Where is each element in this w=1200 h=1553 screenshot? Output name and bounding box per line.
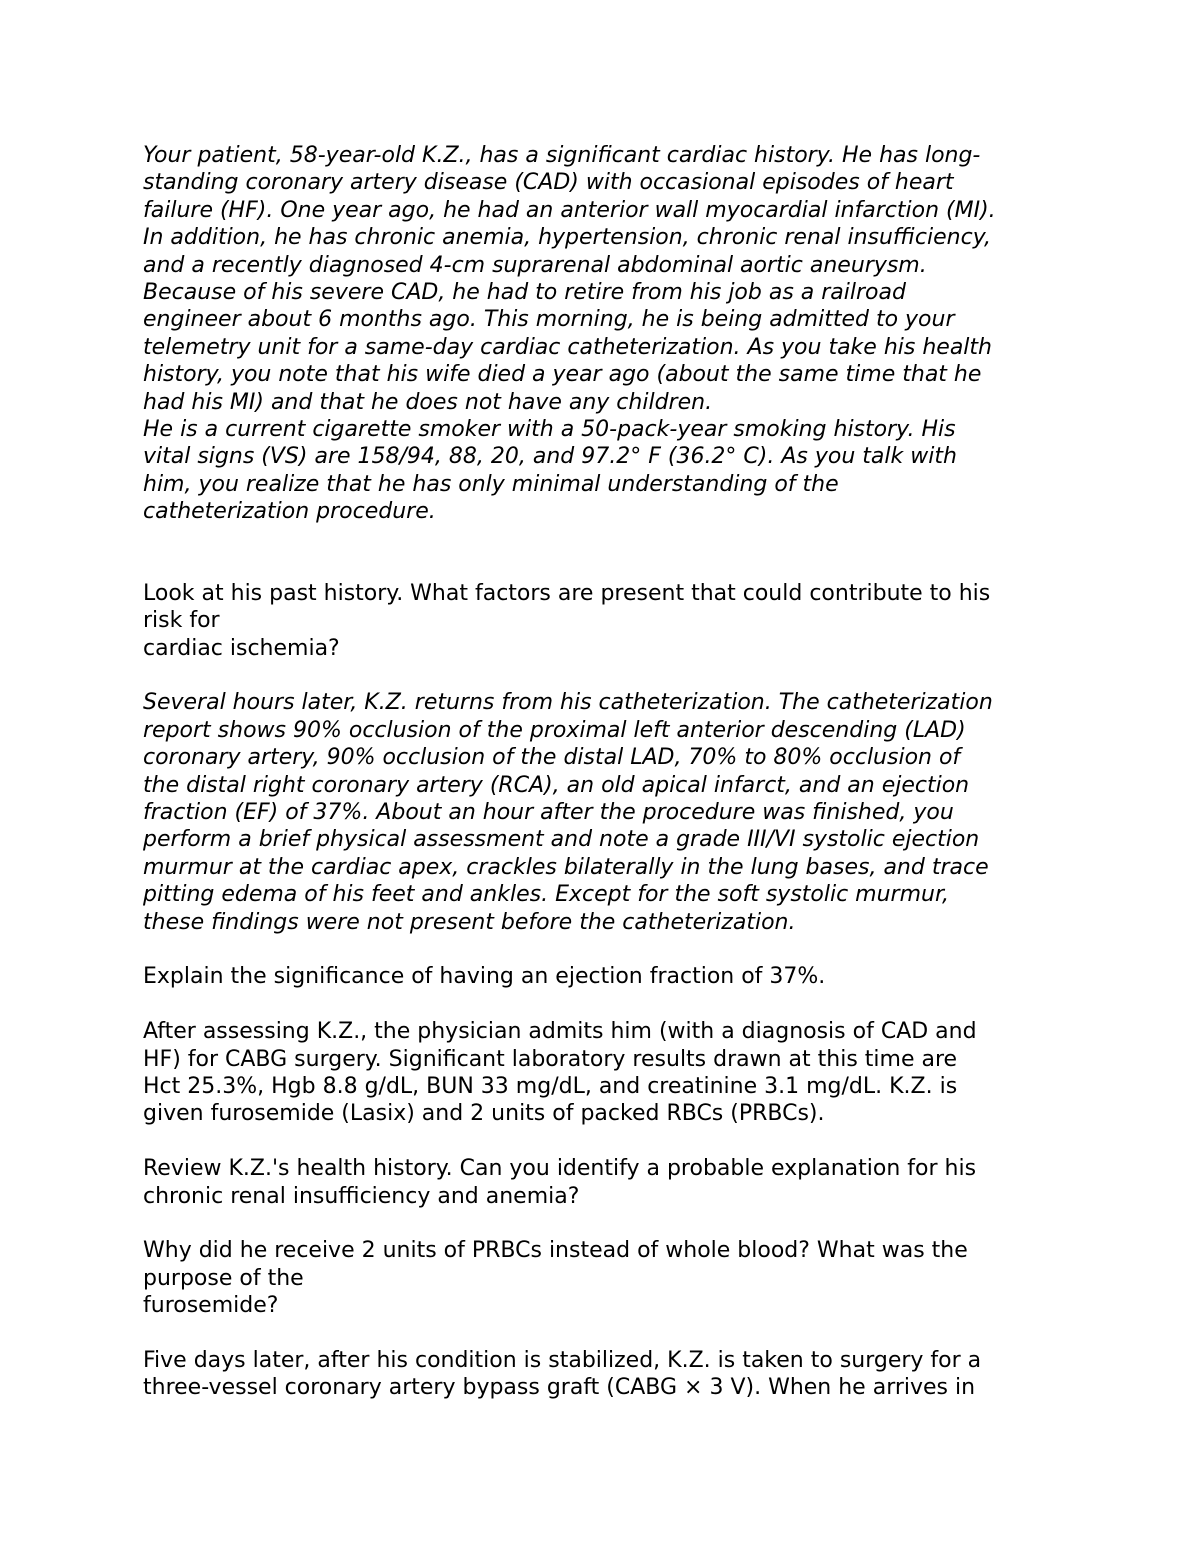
text-line: murmur at the cardiac apex, crackles bilaterally in the lung bases, and trace bbox=[143, 854, 989, 880]
text-line: him, you realize that he has only minimal understanding of the bbox=[143, 471, 839, 497]
text-line: Review K.Z.'s health history. Can you identify a probable explanation for his bbox=[143, 1156, 977, 1182]
question-prbcs-furosemide bbox=[143, 1237, 1063, 1319]
text-line: perform a brief physical assessment and note a grade III/VI systolic ejection bbox=[143, 827, 980, 853]
text-line: Explain the significance of having an ejection fraction of 37%. bbox=[143, 964, 826, 990]
text-line: failure (HF). One year ago, he had an anterior wall myocardial infarction (MI). bbox=[143, 197, 996, 223]
text-line: He is a current cigarette smoker with a 50-pack-year smoking history. His bbox=[143, 417, 956, 443]
text-line: Five days later, after his condition is stabilized, K.Z. is taken to surgery for a bbox=[143, 1347, 982, 1373]
text-line: risk for bbox=[143, 608, 220, 634]
spacer bbox=[143, 662, 1063, 689]
text-line: Several hours later, K.Z. returns from his catheterization. The catheterization bbox=[143, 690, 993, 716]
text-line: report shows 90% occlusion of the proximal left anterior descending (LAD) bbox=[143, 717, 966, 743]
text-line: furosemide? bbox=[143, 1293, 279, 1319]
surgery-paragraph bbox=[143, 1347, 1063, 1402]
text-line: these findings were not present before the catheterization. bbox=[143, 909, 796, 935]
question-ejection-fraction bbox=[143, 963, 1063, 990]
text-line: cardiac ischemia? bbox=[143, 635, 340, 661]
text-line: chronic renal insufficiency and anemia? bbox=[143, 1183, 580, 1209]
text-line: Because of his severe CAD, he had to retire from his job as a railroad bbox=[143, 280, 906, 306]
text-line: the distal right coronary artery (RCA), an old apical infarct, and an ejection bbox=[143, 772, 970, 798]
text-line: engineer about 6 months ago. This morning, he is being admitted to your bbox=[143, 307, 955, 333]
text-line: Hct 25.3%, Hgb 8.8 g/dL, BUN 33 mg/dL, and creatinine 3.1 mg/dL. K.Z. is bbox=[143, 1073, 958, 1099]
text-line: purpose of the bbox=[143, 1265, 304, 1291]
text-line: Your patient, 58-year-old K.Z., has a significant cardiac history. He has long- bbox=[143, 143, 981, 168]
text-line: pitting edema of his feet and ankles. Except for the soft systolic murmur, bbox=[143, 882, 949, 908]
text-line: catheterization procedure. bbox=[143, 499, 436, 525]
text-line: Look at his past history. What factors are present that could contribute to his bbox=[143, 580, 991, 606]
text-line: HF) for CABG surgery. Significant laboratory results drawn at this time are bbox=[143, 1046, 958, 1072]
spacer bbox=[143, 991, 1063, 1018]
text-line: In addition, he has chronic anemia, hypertension, chronic renal insufficiency, bbox=[143, 225, 991, 251]
text-line: three-vessel coronary artery bypass graft (CABG × 3 V). When he arrives in bbox=[143, 1375, 976, 1401]
spacer bbox=[143, 1210, 1063, 1237]
document-body bbox=[143, 142, 1063, 1402]
text-line: standing coronary artery disease (CAD) with occasional episodes of heart bbox=[143, 170, 954, 196]
text-line: vital signs (VS) are 158/94, 88, 20, and 97.2° F (36.2° C). As you talk with bbox=[143, 444, 957, 470]
text-line: telemetry unit for a same-day cardiac catheterization. As you take his health bbox=[143, 334, 992, 360]
text-line: had his MI) and that he does not have any children. bbox=[143, 389, 713, 415]
text-line: After assessing K.Z., the physician admits him (with a diagnosis of CAD and bbox=[143, 1019, 977, 1045]
labs-paragraph bbox=[143, 1018, 1063, 1128]
spacer bbox=[143, 1128, 1063, 1155]
question-renal-anemia bbox=[143, 1155, 1063, 1210]
text-line: given furosemide (Lasix) and 2 units of packed RBCs (PRBCs). bbox=[143, 1101, 825, 1127]
spacer bbox=[143, 1320, 1063, 1347]
text-line: history, you note that his wife died a year ago (about the same time that he bbox=[143, 362, 982, 388]
case-intro-paragraph bbox=[143, 142, 1063, 526]
text-line: Why did he receive 2 units of PRBCs instead of whole blood? What was the bbox=[143, 1238, 968, 1264]
text-line: and a recently diagnosed 4-cm suprarenal abdominal aortic aneurysm. bbox=[143, 252, 927, 278]
question-risk-factors bbox=[143, 580, 1063, 662]
text-line: fraction (EF) of 37%. About an hour after the procedure was finished, you bbox=[143, 799, 954, 825]
case-update-paragraph bbox=[143, 689, 1063, 936]
spacer bbox=[143, 526, 1063, 580]
spacer bbox=[143, 936, 1063, 963]
text-line: coronary artery, 90% occlusion of the distal LAD, 70% to 80% occlusion of bbox=[143, 745, 961, 771]
